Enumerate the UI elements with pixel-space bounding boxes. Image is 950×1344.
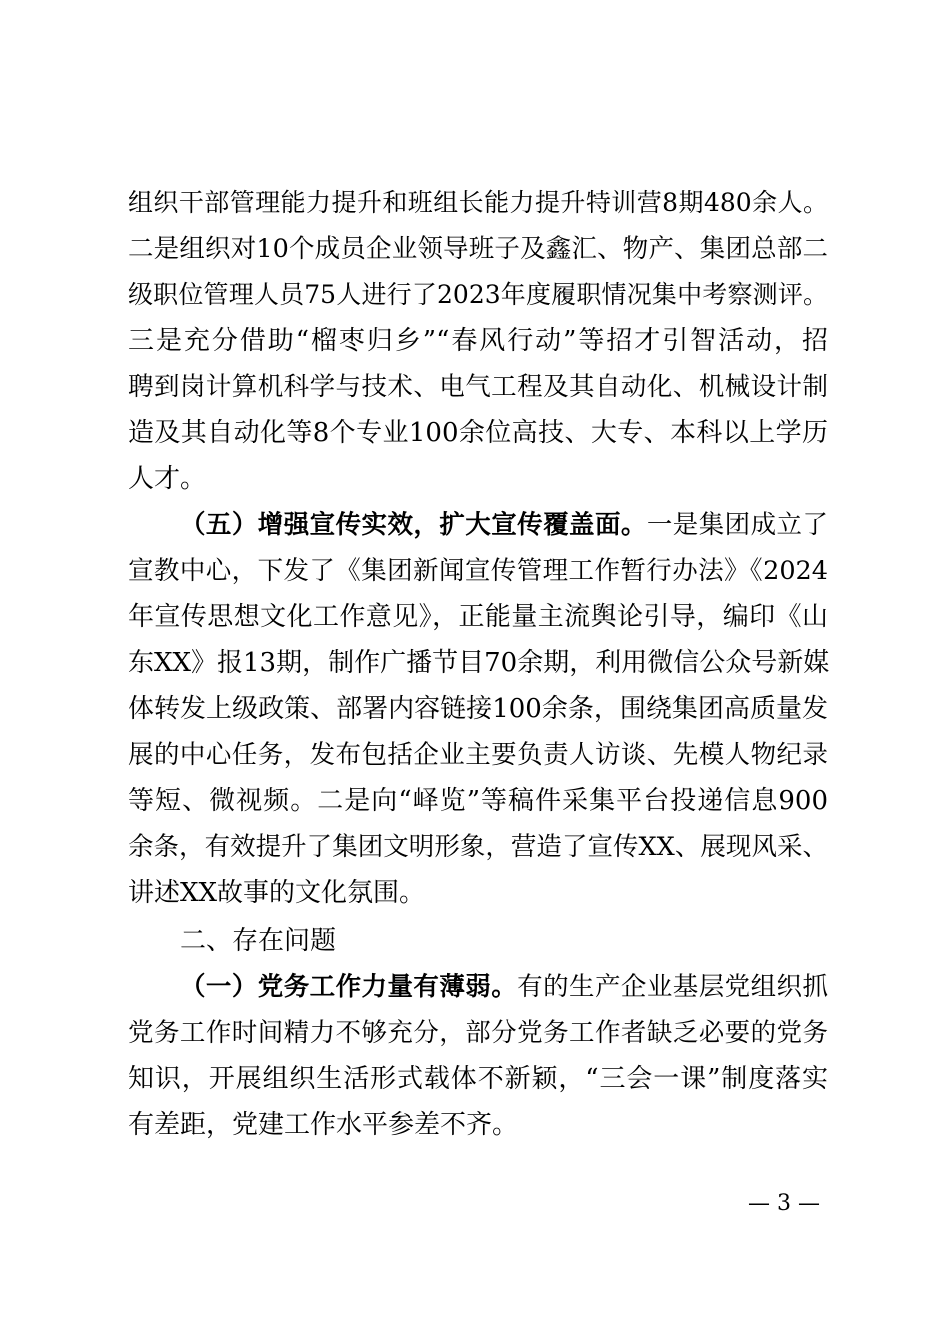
text-line: 造及其自动化等8个专业100余位高技、大专、本科以上学历 <box>128 418 828 448</box>
lead-text: 一是集团成立了 <box>646 510 828 540</box>
text-line: 年宣传思想文化工作意见》，正能量主流舆论引导，编印《山 <box>128 602 828 632</box>
subsection-heading: （五）增强宣传实效，扩大宣传覆盖面。 <box>180 510 647 540</box>
section-heading: 二、存在问题 <box>180 926 337 956</box>
text-line: 展的中心任务，发布包括企业主要负责人访谈、先模人物纪录 <box>128 740 828 770</box>
text-line: 知识，开展组织生活形式载体不新颖，“三会一课”制度落实 <box>128 1064 828 1094</box>
text-line: 有差距，党建工作水平参差不齐。 <box>128 1110 519 1140</box>
page-number: — 3 — <box>748 1191 820 1216</box>
text-line: 讲述XX故事的文化氛围。 <box>128 878 426 908</box>
text-line: 东XX》报13期，制作广播节目70余期，利用微信公众号新媒 <box>128 648 830 678</box>
lead-text: 有的生产企业基层党组织抓 <box>517 972 828 1002</box>
text-line: 体转发上级政策、部署内容链接100余条，围绕集团高质量发 <box>128 694 828 724</box>
paragraph-lead-line <box>180 502 828 548</box>
text-line: 三是充分借助“榴枣归乡”“春风行动”等招才引智活动，招 <box>128 326 828 356</box>
text-line: 二是组织对10个成员企业领导班子及鑫汇、物产、集团总部二 <box>128 234 828 264</box>
subsection-heading: （一）党务工作力量有薄弱。 <box>180 972 518 1002</box>
text-line: 宣教中心，下发了《集团新闻宣传管理工作暂行办法》《2024 <box>128 556 828 586</box>
text-line: 聘到岗计算机科学与技术、电气工程及其自动化、机械设计制 <box>128 372 828 402</box>
text-line: 组织干部管理能力提升和班组长能力提升特训营8期480余人。 <box>128 188 828 217</box>
text-line: 余条，有效提升了集团文明形象，营造了宣传XX、展现风采、 <box>128 832 828 862</box>
text-line: 级职位管理人员75人进行了2023年度履职情况集中考察测评。 <box>128 280 828 309</box>
text-line: 人才。 <box>128 464 207 494</box>
text-line: 党务工作时间精力不够充分，部分党务工作者缺乏必要的党务 <box>128 1018 828 1048</box>
paragraph-lead-line <box>180 964 828 1010</box>
text-line: 等短、微视频。二是向“峄览”等稿件采集平台投递信息900 <box>128 786 828 816</box>
